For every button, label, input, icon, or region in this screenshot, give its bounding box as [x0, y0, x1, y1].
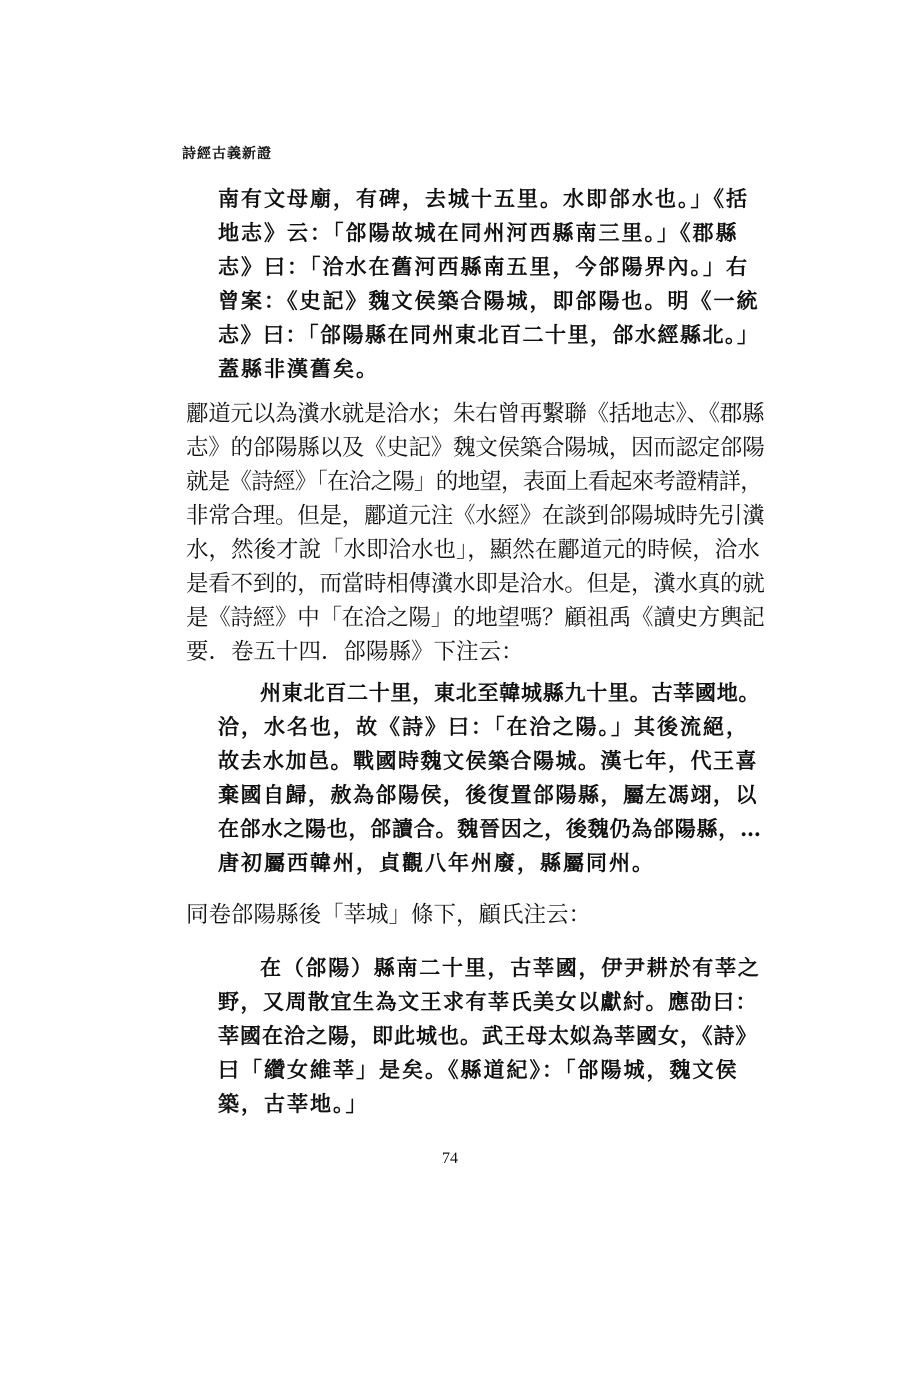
page-number: 74: [442, 1150, 458, 1167]
quote-line: 在（郃陽）縣南二十里，古莘國，伊尹耕於有莘之: [260, 955, 761, 980]
body-line: 是《詩經》中「在洽之陽」的地望嗎？顧祖禹《讀史方輿記: [186, 605, 765, 631]
quote-line: 南有文母廟，有碑，去城十五里。水即郃水也。」《括: [218, 186, 749, 211]
quote-line: 蓋縣非漢舊矣。: [218, 356, 379, 381]
quote-line: 曰「纘女維莘」是矣。《縣道紀》：「郃陽城，魏文侯: [218, 1057, 739, 1082]
quote-line: 洽，水名也，故《詩》曰：「在洽之陽。」其後流絕，: [218, 714, 749, 739]
quote-line: 志》曰：「郃陽縣在同州東北百二十里，郃水經縣北。」: [218, 322, 760, 347]
quote-line: 莘國在洽之陽，即此城也。武王母太姒為莘國女，《詩》: [218, 1023, 758, 1048]
running-head: 詩經古義新證: [182, 146, 272, 162]
quote-line: 築，古莘地。」: [218, 1091, 369, 1116]
quote-line: 棄國自歸，赦為郃陽侯，後復置郃陽縣，屬左馮翊，以: [218, 782, 758, 807]
body-paragraph-1: [186, 397, 766, 677]
body-line: 要．卷五十四．郃陽縣》下注云：: [186, 639, 524, 665]
body-line: 志》的郃陽縣以及《史記》魏文侯築合陽城，因而認定郃陽: [186, 435, 765, 461]
quote-line: 地志》云：「郃陽故城在同州河西縣南三里。」《郡縣: [218, 220, 739, 245]
quote-line: 州東北百二十里，東北至韓城縣九十里。古莘國地。: [260, 680, 761, 705]
body-line: 酈道元以為瀵水就是洽水；朱右曾再繫聯《括地志》、《郡縣: [186, 401, 765, 427]
body-line: 非常合理。但是，酈道元注《水經》在談到郃陽城時先引瀵: [186, 503, 765, 529]
body-line: 就是《詩經》「在洽之陽」的地望，表面上看起來考證精詳，: [186, 469, 763, 495]
quote-line: 野，又周散宜生為文王求有莘氏美女以獻紂。應劭曰：: [218, 989, 758, 1014]
block-quote-1: [218, 182, 763, 382]
quote-line: 故去水加邑。戰國時魏文侯築合陽城。漢七年，代王喜: [218, 748, 758, 773]
body-line: 同卷郃陽縣後「莘城」條下，顧氏注云：: [186, 902, 592, 928]
body-line: 水，然後才說「水即洽水也」，顯然在酈道元的時候，洽水: [186, 537, 760, 563]
body-paragraph-2: [186, 898, 766, 932]
quote-line: 曾案：《史記》魏文侯築合陽城，即郃陽也。明《一統: [218, 288, 760, 313]
quote-line: 唐初屬西韓州，貞觀八年州廢，縣屬同州。: [218, 850, 655, 875]
quote-line: 在郃水之陽也，郃讀合。魏晉因之，後魏仍為郃陽縣，…: [218, 816, 762, 841]
body-line: 是看不到的，而當時相傳瀵水即是洽水。但是，瀵水真的就: [186, 571, 765, 597]
quote-line: 志》曰：「洽水在舊河西縣南五里，今郃陽界內。」右: [218, 254, 749, 279]
block-quote-3: [218, 951, 763, 1121]
block-quote-2: [218, 676, 763, 876]
